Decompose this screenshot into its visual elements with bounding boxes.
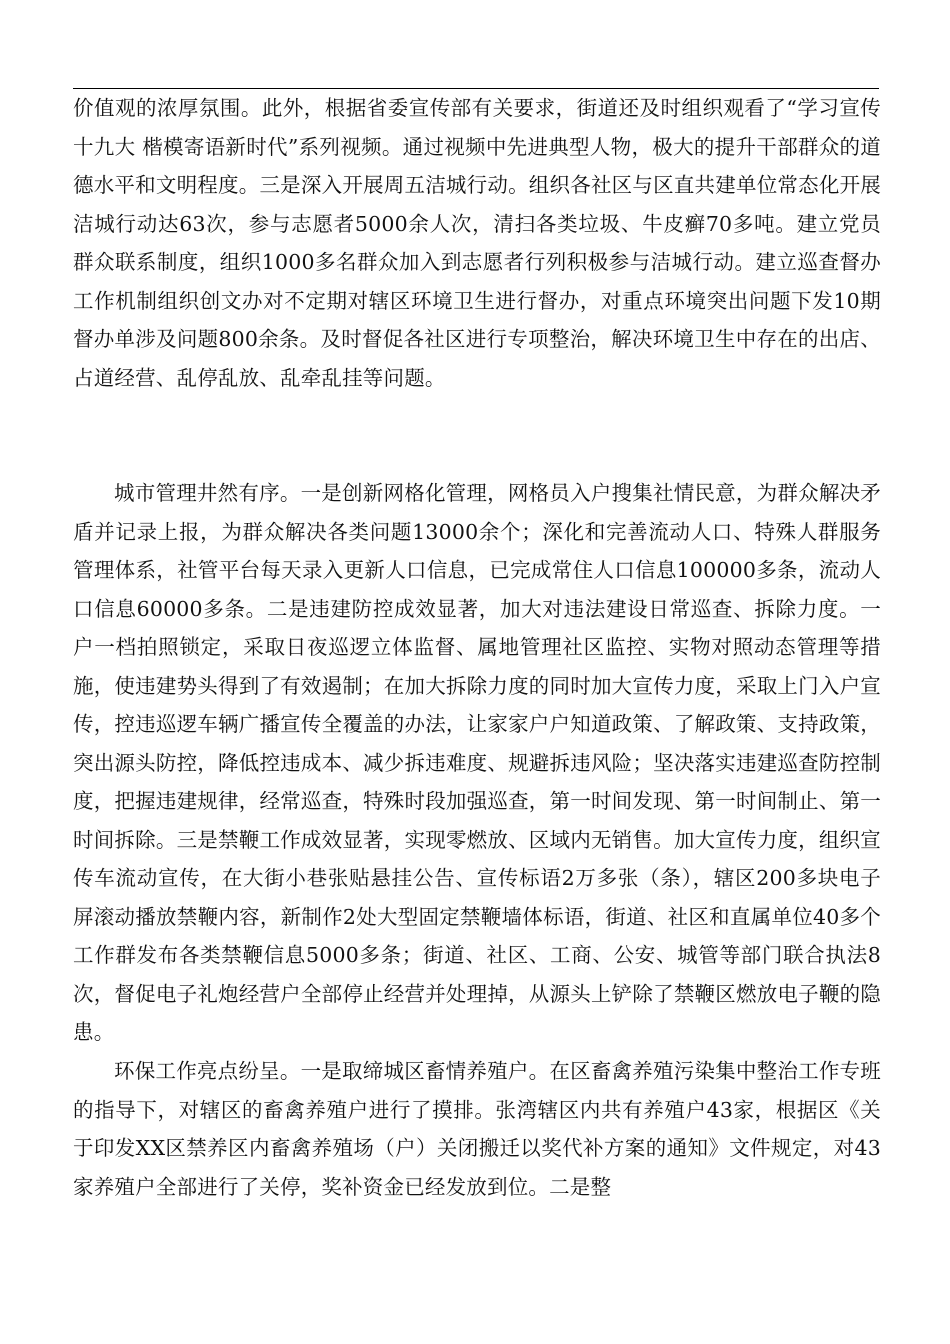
- paragraph-city-management: 城市管理井然有序。一是创新网格化管理，网格员入户搜集社情民意，为群众解决矛盾并记录上报，为群众解决各类问题13000余个；深化和完善流动人口、特殊人群服务管理体系，社管平台每天录入更新人口信息，已完成常住人口信息100000多条，流动人口信息60000多条。二是违建防控成效显著，加大对违法建设日常巡查、拆除力度。一户一档拍照锁定，采取日夜巡逻立体监督、属地管理社区监控、实物对照动态管理等措施，使违建势头得到了有效遏制；在加大拆除力度的同时加大宣传力度，采取上门入户宣传，控违巡逻车辆广播宣传全覆盖的办法，让家家户户知道政策、了解政策、支持政策，突出源头防控，降低控违成本、减少拆违难度、规避拆违风险；坚决落实违建巡查防控制度，把握违建规律，经常巡查，特殊时段加强巡查，第一时间发现、第一时间制止、第一时间拆除。三是禁鞭工作成效显著，实现零燃放、区域内无销售。加大宣传力度，组织宣传车流动宣传，在大街小巷张贴悬挂公告、宣传标语2万多张（条），辖区200多块电子屏滚动播放禁鞭内容，新制作2处大型固定禁鞭墙体标语，街道、社区和直属单位40多个工作群发布各类禁鞭信息5000多条；街道、社区、工商、公安、城管等部门联合执法8次，督促电子礼炮经营户全部停止经营并处理掉，从源头上铲除了禁鞭区燃放电子鞭的隐患。: [73, 481, 881, 1044]
- paragraph-civilization-continued: 价值观的浓厚氛围。此外，根据省委宣传部有关要求，街道还及时组织观看了“学习宣传十九大 楷模寄语新时代”系列视频。通过视频中先进典型人物，极大的提升干部群众的道德水平和文明程度。三是深入开展周五洁城行动。组织各社区与区直共建单位常态化开展洁城行动达63次，参与志愿者5000余人次，清扫各类垃圾、牛皮癣70多吨。建立党员群众联系制度，组织1000多名群众加入到志愿者行列积极参与洁城行动。建立巡查督办工作机制组织创文办对不定期对辖区环境卫生进行督办，对重点环境突出问题下发10期督办单涉及问题800余条。及时督促各社区进行专项整治，解决环境卫生中存在的出店、占道经营、乱停乱放、乱牵乱挂等问题。: [73, 96, 881, 390]
- paragraph-environmental-protection: 环保工作亮点纷呈。一是取缔城区畜情养殖户。在区畜禽养殖污染集中整治工作专班的指导下，对辖区的畜禽养殖户进行了摸排。张湾辖区内共有养殖户43家，根据区《关于印发XX区禁养区内畜禽养殖场（户）关闭搬迁以奖代补方案的通知》文件规定，对43家养殖户全部进行了关停，奖补资金已经发放到位。二是整: [73, 1059, 881, 1199]
